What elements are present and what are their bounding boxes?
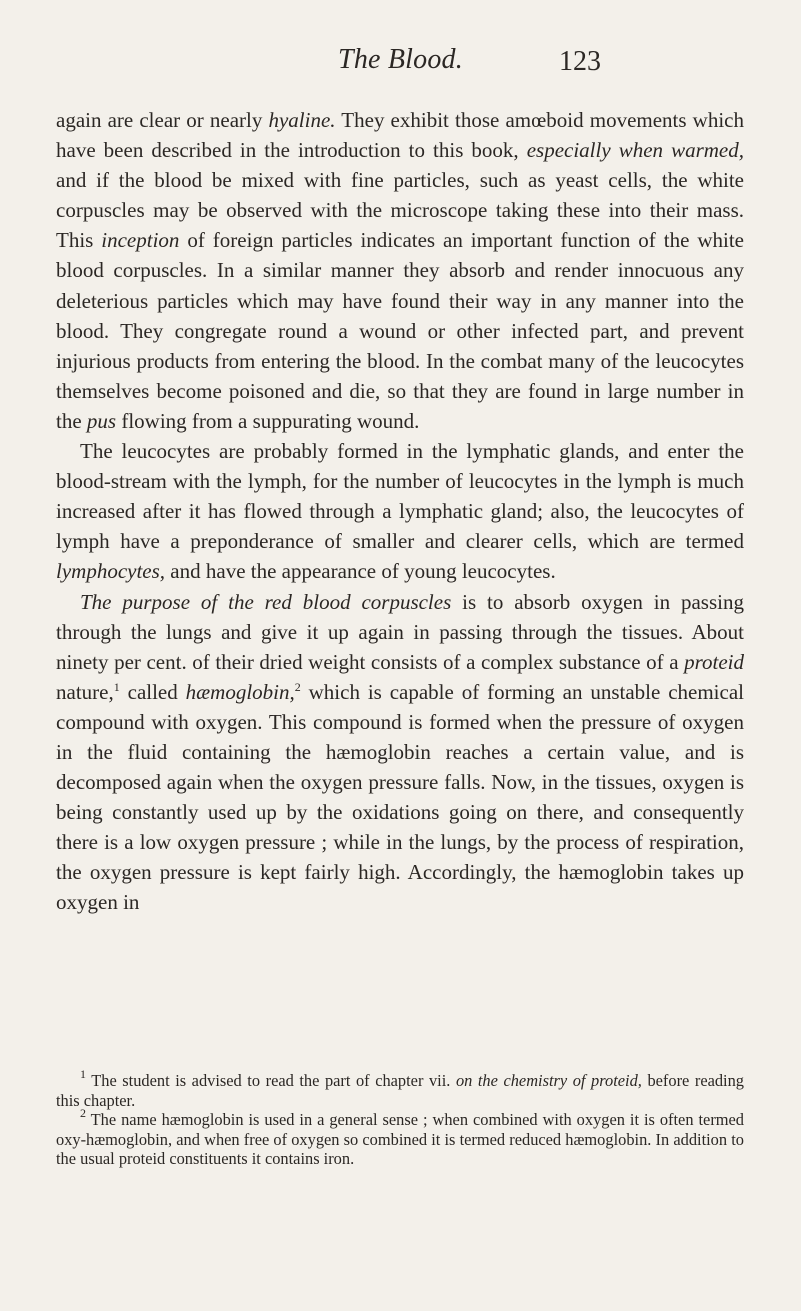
text-run: nature, xyxy=(56,679,114,704)
italic-run: The purpose of the red blood corpuscles xyxy=(80,589,452,614)
italic-run: especially when warmed, xyxy=(526,138,744,163)
footnote-2 xyxy=(56,1106,744,1169)
italic-run: hæmoglobin, xyxy=(185,679,295,704)
paragraph-3 xyxy=(56,587,744,918)
text-run: The leucocytes are probably formed in the lymphatic glands, and enter the blood-stream with the lymph, for the number of leucocytes in the lymph is much increased after it has flowed through a lymphatic gland; also, the leucocytes of lymph have a preponderance of smaller and clearer cells, which are termed xyxy=(56,439,744,554)
text-run: flowing from a suppurating wound. xyxy=(116,408,420,433)
paragraph-2 xyxy=(56,436,744,586)
text-run: The name hæmoglobin is used in a general sense ; when combined with oxygen it is often termed oxy-hæmoglobin, and when free of oxygen so combined it is termed reduced hæmoglobin. In addition to the usual proteid constituents it contains iron. xyxy=(56,1110,744,1169)
text-run: They exhibit those amœboid movements which have been described in the introduction to this book, xyxy=(56,108,744,163)
text-run: is to absorb oxygen in passing through the lungs and give it up again in passing through the tissues. About ninety per cent. of their dried weight consists of a complex substance of a xyxy=(56,589,744,674)
italic-run: pus xyxy=(86,408,117,433)
text-run: The student is advised to read the part of chapter vii. xyxy=(86,1071,456,1090)
footnotes xyxy=(56,1067,745,1169)
text-run: and have the appearance of young leucocytes. xyxy=(165,559,556,584)
footnote-ref-1[interactable]: 1 xyxy=(113,679,120,694)
running-head xyxy=(0,38,801,84)
text-run: of foreign particles indicates an important function of the white blood corpuscles. In a similar manner they absorb and render innocuous any deleterious particles which may have found their way in any manner into the blood. They congregate round a wound or other infected part, and prevent injurious products from entering the blood. In the combat many of the leucocytes themselves become poisoned and die, so that they are found in large number in the xyxy=(56,228,744,433)
body-text xyxy=(56,105,744,918)
text-run: called xyxy=(119,679,186,704)
footnote-mark: 2 xyxy=(80,1106,86,1121)
italic-run: inception xyxy=(101,228,180,253)
paragraph-1 xyxy=(56,105,744,436)
italic-run: proteid xyxy=(684,649,744,674)
italic-run: lymphocytes, xyxy=(56,559,166,584)
page-number: 123 xyxy=(559,46,601,77)
text-run: before reading this chapter. xyxy=(56,1071,745,1110)
footnote-ref-2[interactable]: 2 xyxy=(294,679,301,694)
italic-run: on the chemistry of proteid, xyxy=(455,1071,642,1090)
running-title: The Blood. xyxy=(338,44,463,75)
italic-run: hyaline. xyxy=(268,108,336,132)
text-run: again are clear or nearly xyxy=(56,108,269,132)
text-run: which is capable of forming an unstable chemical compound with oxygen. This compound is formed when the pressure of oxygen in the fluid containing the hæmoglobin reaches a certain value, and is decomposed again when the oxygen pressure falls. Now, in the tissues, oxygen is being constantly used up by the oxidations going on there, and consequently there is a low oxygen pressure ; while in the lungs, by the process of respiration, the oxygen pressure is kept fairly high. Accordingly, the hæmoglobin takes up oxygen in xyxy=(56,679,744,915)
footnote-1 xyxy=(56,1067,745,1110)
text-run: and if the blood be mixed with fine particles, such as yeast cells, the white corpuscles may be observed with the microscope taking these into their mass. This xyxy=(56,168,744,253)
footnote-mark: 1 xyxy=(80,1067,86,1081)
